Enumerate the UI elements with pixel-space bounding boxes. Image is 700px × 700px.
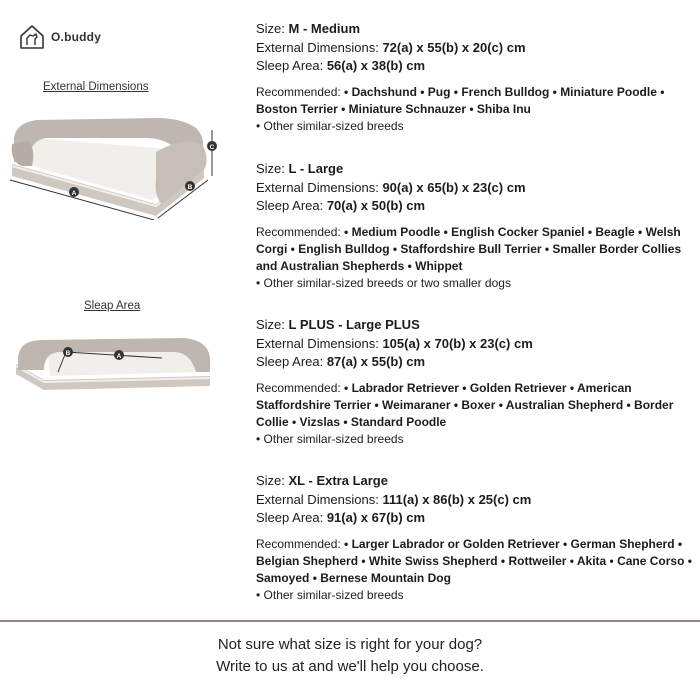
sleep-marker-b-label: B	[65, 350, 71, 357]
size-heading: Size: M - Medium	[256, 21, 361, 36]
sleep-area-label: Sleap Area	[84, 300, 141, 312]
footer-help	[0, 634, 700, 678]
footer-line-1: Not sure what size is right for your dog?	[217, 636, 483, 653]
sleep-area: Sleep Area: 70(a) x 50(b) cm	[256, 198, 426, 213]
house-dog-icon	[19, 24, 45, 50]
footer-divider	[0, 620, 700, 622]
size-block-extra-large	[256, 472, 696, 604]
marker-b-label: B	[187, 184, 193, 191]
external-dimensions-label: External Dimensions	[43, 81, 149, 93]
brand-name: O.buddy	[51, 30, 102, 44]
other-breeds: • Other similar-sized breeds or two smaller dogs	[256, 275, 511, 290]
size-heading: Size: XL - Extra Large	[256, 473, 388, 488]
sleep-area: Sleep Area: 56(a) x 38(b) cm	[256, 58, 426, 73]
bed-external-illustration	[6, 100, 236, 220]
recommended-breeds: Recommended: • Larger Labrador or Golden Retriever • German Shepherd • Belgian Shepherd • White Swiss Shepherd • Rottweiler • Akita • Cane Corso • Samoyed • Bernese Mountain Dog	[256, 536, 692, 585]
other-breeds: • Other similar-sized breeds	[256, 431, 404, 446]
size-block-large-plus	[256, 316, 696, 448]
size-block-medium	[256, 20, 696, 135]
recommended-breeds: Recommended: • Dachshund • Pug • French Bulldog • Miniature Poodle • Boston Terrier • Miniature Schnauzer • Shiba Inu	[256, 84, 665, 116]
bed-sleep-area-illustration	[14, 330, 214, 390]
other-breeds: • Other similar-sized breeds	[256, 587, 404, 602]
external-dimensions: External Dimensions: 90(a) x 65(b) x 23(c) cm	[256, 179, 526, 195]
footer-line-2: Write to us at and we'll help you choose.	[216, 658, 484, 675]
external-dimensions: External Dimensions: 72(a) x 55(b) x 20(c) cm	[256, 39, 526, 55]
size-heading: Size: L - Large	[256, 161, 344, 176]
recommended-breeds: Recommended: • Labrador Retriever • Golden Retriever • American Staffordshire Terrier • Weimaraner • Boxer • Australian Shepherd • Border Collie • Vizslas • Standard Poodle	[256, 380, 674, 429]
brand-logo	[19, 24, 101, 50]
marker-a-label: A	[71, 190, 77, 197]
other-breeds: • Other similar-sized breeds	[256, 118, 404, 133]
size-block-large	[256, 160, 696, 292]
external-dimensions: External Dimensions: 111(a) x 86(b) x 25(c) cm	[256, 491, 532, 507]
sleep-marker-a-label: A	[116, 353, 122, 360]
sleep-area: Sleep Area: 87(a) x 55(b) cm	[256, 354, 426, 369]
sleep-area: Sleep Area: 91(a) x 67(b) cm	[256, 510, 426, 525]
size-heading: Size: L PLUS - Large PLUS	[256, 317, 420, 332]
recommended-breeds: Recommended: • Medium Poodle • English Cocker Spaniel • Beagle • Welsh Corgi • English Bulldog • Staffordshire Bull Terrier • Smaller Border Collies and Australian Shepherds • Whippet	[256, 224, 682, 273]
external-dimensions: External Dimensions: 105(a) x 70(b) x 23(c) cm	[256, 335, 533, 351]
marker-c-label: C	[209, 144, 215, 151]
